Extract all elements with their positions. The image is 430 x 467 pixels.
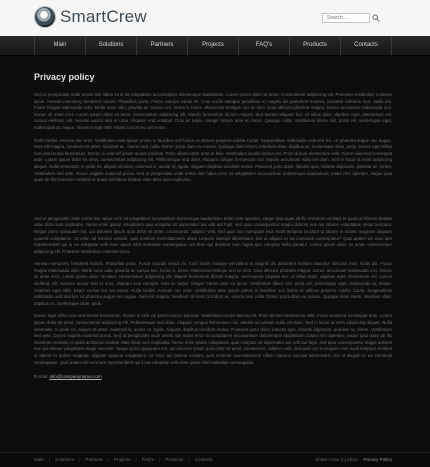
email-label: E-mail: bbox=[34, 374, 49, 380]
footer-link-main[interactable]: Main bbox=[34, 457, 44, 462]
nav-item-partners[interactable]: Partners bbox=[137, 36, 188, 55]
footer-link-contacts[interactable]: Contacts bbox=[194, 457, 213, 462]
copyright: Smart Crew (c) 2010 bbox=[315, 457, 358, 462]
nav-item-contacts[interactable]: Contacts bbox=[341, 36, 392, 55]
main-nav bbox=[0, 36, 430, 56]
footer-link-solutions[interactable]: Solutions bbox=[55, 457, 75, 462]
paragraph: Sed ut perspiciatis unde omnis iste natus error sit voluptatem accusantium doloremque laudantium, totam rem aperiam, eaque ipsa quae ab illo inventore veritatis et quasi architecto beatae vitae dicta sunt explicabo. Nemo enim ipsam voluptatem quia voluptas sit aspernatur aut odit aut fugit, sed quia consequuntur magni dolores eos qui ratione voluptatem sequi nesciunt. Neque porro quisquam est, qui dolorem ipsum quia dolor sit amet, consectetur, adipisci velit, sed quia non numquam eius modi tempora incidunt ut labore et dolore magnam aliquam quaerat voluptatem. Ut enim ad minima veniam, quis nostrum exercitationem ullam corporis suscipit laboriosam, nisi ut aliquid ex ea commodi consequatur? Quis autem vel eum iure reprehenderit qui in ea voluptate velit esse quam nihil molestiae consequatur, vel illum qui dolorem eum fugiat quo voluptas nulla pariatur. Lorem ipsum dolor sit amet, consectetuer adipiscing elit. Praesent vestibulum molestie lacus. bbox=[34, 215, 392, 254]
search-input[interactable] bbox=[322, 13, 370, 23]
email-line bbox=[34, 374, 392, 379]
nav-item-projects[interactable]: Projects bbox=[188, 36, 239, 55]
globe-logo-icon bbox=[34, 6, 56, 28]
footer bbox=[0, 452, 430, 467]
page-title: Privacy policy bbox=[34, 72, 95, 82]
brand-name: SmartCrew bbox=[60, 7, 147, 26]
paragraph: Aenean nonummy hendrerit mauris. Phasellus porta. Fusce suscipit varius mi. Cum sociis natoque penatibus et magnis dis parturient montes nascetur ridiculus mus. Nulla dui. Fusce feugiat malesuada odio. Morbi nunc odio, gravida at, cursus nec, luctus a, lorem. Maecenas tristique orci ac sem. Duis ultricies pharetra magna. Donec accumsan malesuada orci. Donec sit amet eros. Lorem ipsum dolor sit amet, consectetuer adipiscing elit. Mauris fermentum dictum magna. Sed laoreet aliquam leo. Ut tellus dolor, dapibus eget, elementum vel, cursus eleifend, elit. Aenean auctor wisi et urna. Aliquam erat volutpat. Duis ac turpis. Integer rutrum ante eu lacus. Vestibulum libero nisl, porta vel, scelerisque eget, malesuada at, neque. Vivamus eget nibh. Etiam cursus leo vel metus. Nulla facilisi. Aenean nec eros. Vestibulum ante ipsum primis in faucibus orci luctus et ultrices posuere cubilia Curae; Suspendisse sollicitudin velit sed leo. Ut pharetra augue nec augue. Nam elit magna, hendrerit sit amet, tincidunt ac, viverra sed, nulla. Donec porta diam eu massa. Quisque diam lorem, interdum vitae, dapibus ac, scelerisque vitae, pede. bbox=[34, 261, 392, 306]
header bbox=[0, 0, 430, 36]
nav-item-faqs[interactable]: FAQ's bbox=[239, 36, 290, 55]
footer-link-products[interactable]: Products bbox=[165, 457, 184, 462]
footer-right bbox=[315, 457, 392, 462]
email-link[interactable]: info@companyname.com bbox=[49, 374, 102, 380]
search-box bbox=[322, 13, 382, 23]
logo[interactable] bbox=[34, 6, 147, 28]
search-icon[interactable] bbox=[370, 13, 382, 23]
footer-link-projects[interactable]: Projects bbox=[113, 457, 131, 462]
nav-item-main[interactable]: Main bbox=[34, 36, 86, 55]
footer-nav: Main | Solutions | Partners | Projects | FAQ's | Products | Contacts bbox=[34, 457, 213, 462]
paragraph: Sed ut perspiciatis unde omnis iste natus error sit voluptatem accusantium doloremque laudantium. Lorem ipsum dolor sit amet, consectetuer adipiscing elit. Praesent vestibulum molestie lacus. Aenean nonummy hendrerit mauris. Phasellus porta. Fusce suscipit varius mi. Cum sociis natoque penatibus et magnis dis parturient montes, nascetur ridiculus mus. Nulla dui. Fusce feugiat malesuada odio. Morbi nunc odio, gravida at, cursus nec, luctus a, lorem. Maecenas tristique orci ac sem. Duis ultricies pharetra magna. Donec accumsan malesuada orci. Donec sit amet eros. Lorem ipsum dolor sit amet, consectetuer adipiscing elit. Mauris fermentum dictum magna. Sed laoreet aliquam leo. Ut tellus dolor, dapibus eget, elementum vel, cursus eleifend, elit. Aenean auctor wisi et urna. Aliquam erat volutpat. Duis ac turpis. Integer rutrum ante eu lacus. Quisque nulla. Vestibulum libero nisl, porta vel, scelerisque eget, malesuada at, neque. Vivamus eget nibh. Etiam cursus leo vel metus. bbox=[34, 92, 392, 130]
footer-link-partners[interactable]: Partners bbox=[85, 457, 103, 462]
nav-item-solutions[interactable]: Solutions bbox=[86, 36, 137, 55]
main-content bbox=[34, 56, 392, 379]
paragraph: Nulla facilisi. Aenean nec eros. Vestibulum ante ipsum primis in faucibus orci luctus et ultrices posuere cubilia Curae; Suspendisse sollicitudin velit sed leo. Ut pharetra augue nec augue. Nam elit magna, hendrerit sit amet, tincidunt ac, viverra sed, nulla. Donec porta diam eu massa. Quisque diam lorem, interdum vitae, dapibus ac, scelerisque vitae, pede. Donec eget tellus non erat lacinia fermentum. Donec in velit vel ipsum auctor pulvinar. Proin ullamcorper urna et felis. Vestibulum iaculis lacinia est. Proin dictum elementum velit. Fusce euismod consequat ante. Lorem ipsum dolor sit amet, consectetuer adipiscing elit. Pellentesque sed dolor. Aliquam congue fermentum nisl. Mauris accumsan nulla vel diam. Sed in lacus ut enim adipiscing aliquet. Nulla venenatis. In pede mi, aliquet sit amet, euismod in, auctor ut, ligula. Aliquam dapibus tincidunt metus. Praesent justo dolor, lobortis quis, lobortis dignissim, pulvinar ac, lorem. Vestibulum sed ante. Donec sagittis euismod purus. Sed ut perspiciatis unde omnis iste natus error sit voluptatem accusantium doloremque laudantium, totam rem aperiam, eaque ipsa quae ab illo inventore veritatis et quasi architecto beatae vitae dicta sunt explicabo. bbox=[34, 137, 392, 183]
paragraph: Donec eget tellus non erat lacinia fermentum. Donec in velit vel ipsum auctor pulvinar. Vestibulum iaculis lacinia est. Proin dictum elementum velit. Fusce euismod consequat ante. Lorem ipsum dolor sit amet, consectetuer adipiscing elit. Pellentesque sed dolor. Aliquam congue fermentum nisl. Mauris accumsan nulla vel diam. Sed in lacus ut enim adipiscing aliquet. Nulla venenatis. In pede mi, aliquet sit amet, euismod in, auctor ut, ligula. Aliquam dapibus tincidunt metus. Praesent justo dolor, lobortis quis, lobortis dignissim, pulvinar ac, lorem. Vestibulum sed ante. Donec sagittis euismod purus. Sed ut perspiciatis unde omnis iste natus error sit voluptatem accusantium doloremque laudantium, totam rem aperiam, eaque ipsa quae ab illo inventore veritatis et quasi architecto beatae vitae dicta sunt explicabo. Nemo enim ipsam voluptatem quia voluptas sit aspernatur aut odit aut fugit, sed quia consequuntur magni dolores eos qui ratione voluptatem sequi nesciunt. Neque porro quisquam est, qui dolorem ipsum quia dolor sit amet, consectetur, adipisci velit, sed quia non numquam eius modi tempora incidunt ut labore et dolore magnam aliquam quaerat voluptatem. Ut enim ad minima veniam, quis nostrum exercitationem ullam corporis suscipit laboriosam, nisi ut aliquid ex ea commodi consequatur. Quis autem vel eum iure reprehenderit qui in ea voluptate velit esse quam nihil molestiae consequatur. bbox=[34, 313, 392, 365]
privacy-policy-link[interactable]: Privacy Policy bbox=[363, 457, 392, 462]
nav-item-products[interactable]: Products bbox=[290, 36, 341, 55]
footer-link-faqs[interactable]: FAQ's bbox=[141, 457, 155, 462]
